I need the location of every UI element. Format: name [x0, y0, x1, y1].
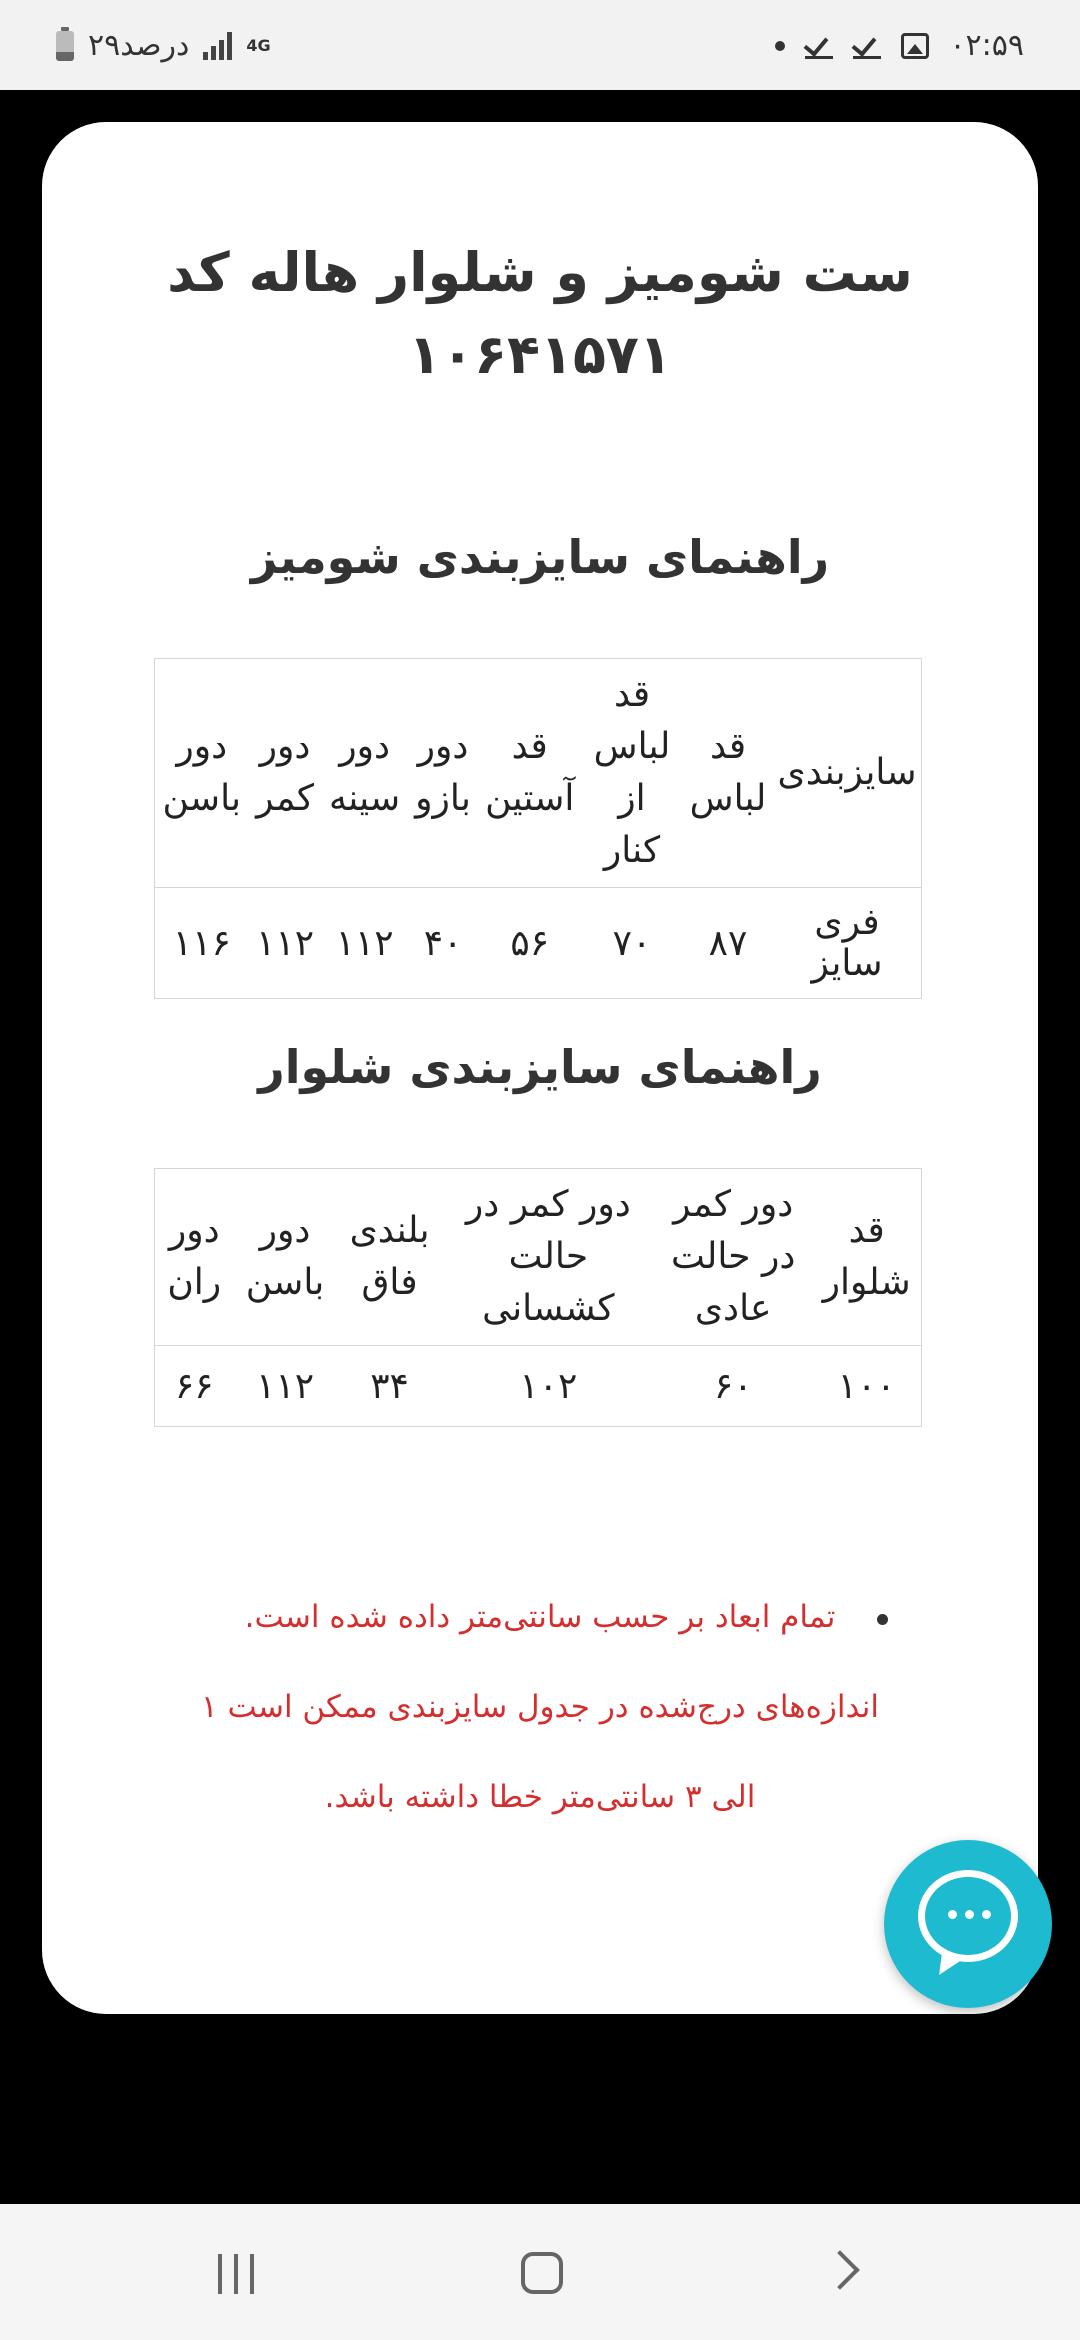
table-row [155, 888, 922, 999]
product-title: ست شومیز و شلوار هاله کد ۱۰۶۴۱۵۷۱ [167, 241, 913, 386]
table-header: بلندی فاق [337, 1169, 443, 1346]
chat-dots-icon [948, 1910, 991, 1919]
table-row [155, 1346, 922, 1427]
note-line: تمام ابعاد بر حسب سانتی‌متر داده شده است. [244, 1599, 836, 1635]
table-cell: ۱۰۲ [443, 1346, 655, 1427]
table-cell: ۵۶ [478, 888, 581, 999]
table-header: قد شلوار [812, 1169, 921, 1346]
home-icon[interactable] [521, 2252, 563, 2294]
table-header: دور بازو [408, 659, 479, 888]
table-header: قد لباس [683, 659, 773, 888]
top-size-table [154, 658, 922, 999]
note-line: الی ۳ سانتی‌متر خطا داشته باشد. [324, 1779, 756, 1815]
signal-icon [203, 32, 232, 60]
image-icon [901, 33, 929, 59]
table-cell: ۶۰ [654, 1346, 812, 1427]
battery-icon [56, 31, 74, 61]
table-cell: ۱۱۶ [155, 888, 249, 999]
check-icon [805, 33, 833, 59]
top-size-heading: راهنمای سایزبندی شومیز [250, 530, 830, 584]
table-header: قد لباس از کنار [581, 659, 683, 888]
check-icon [853, 33, 881, 59]
status-left [56, 28, 271, 63]
table-header: قد آستین [478, 659, 581, 888]
table-header-row [155, 659, 922, 888]
table-header: دور باسن [155, 659, 249, 888]
network-type: 4G [246, 35, 271, 55]
table-header: دور سینه [322, 659, 408, 888]
chat-button[interactable] [884, 1840, 1052, 2008]
table-cell: ۳۴ [337, 1346, 443, 1427]
table-header-row [155, 1169, 922, 1346]
table-header: دور کمر [249, 659, 322, 888]
back-icon[interactable] [820, 2250, 860, 2290]
note-line: اندازه‌های درج‌شده در جدول سایزبندی ممکن است ۱ [201, 1689, 879, 1725]
table-cell: ۸۷ [683, 888, 773, 999]
table-header: دور باسن [233, 1169, 336, 1346]
status-right [775, 28, 1024, 63]
table-cell: ۱۱۲ [233, 1346, 336, 1427]
table-cell: ۷۰ [581, 888, 683, 999]
clock: ۰۲:۵۹ [949, 28, 1024, 63]
table-header: دور ران [155, 1169, 234, 1346]
table-cell: ۶۶ [155, 1346, 234, 1427]
table-cell: ۴۰ [408, 888, 479, 999]
table-header: دور کمر در حالت کشسانی [443, 1169, 655, 1346]
notification-dot-icon [775, 41, 785, 51]
size-guide-card [42, 122, 1038, 2014]
table-cell: ۱۱۲ [249, 888, 322, 999]
status-bar [0, 0, 1080, 90]
table-cell: ۱۰۰ [812, 1346, 921, 1427]
table-header: سایزبندی [773, 659, 921, 888]
table-cell: فری سایز [773, 888, 921, 999]
battery-text: ۲۹درصد [88, 28, 190, 63]
navigation-bar [0, 2204, 1080, 2340]
recents-icon[interactable] [218, 2254, 254, 2294]
table-cell: ۱۱۲ [322, 888, 408, 999]
pants-size-heading: راهنمای سایزبندی شلوار [258, 1040, 822, 1094]
table-header: دور کمر در حالت عادی [654, 1169, 812, 1346]
pants-size-table [154, 1168, 922, 1427]
